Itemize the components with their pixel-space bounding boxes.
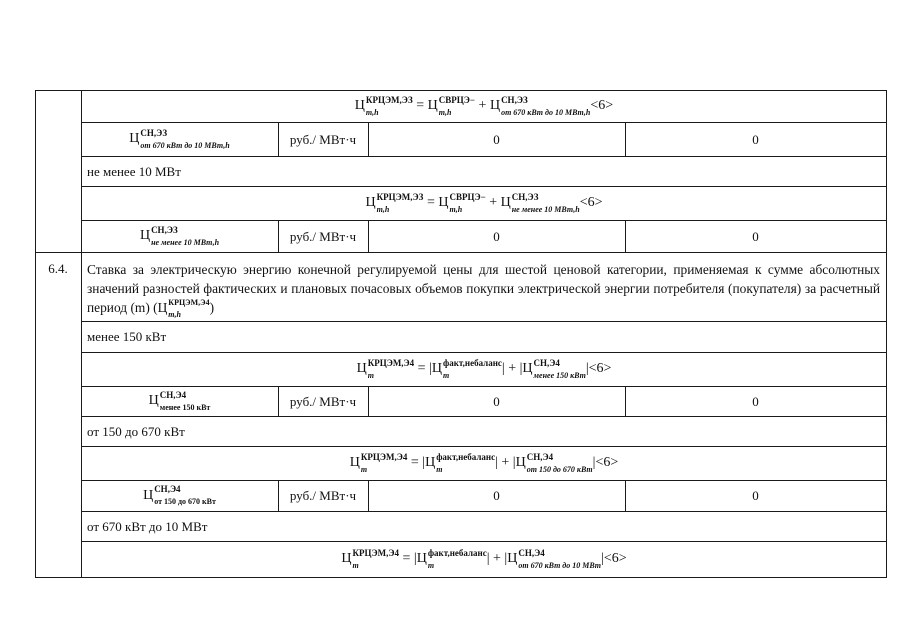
equals-sign: = (402, 551, 411, 566)
superscript: факт,небаланс (436, 451, 496, 462)
value-cell: 0 (752, 131, 759, 147)
unit-cell: руб./ МВт·ч (289, 131, 357, 147)
subscript: m,h (365, 107, 379, 117)
superscript: СН,Э4 (159, 389, 187, 400)
footnote-ref: <6> (579, 195, 603, 210)
subscript: от 670 кВт до 10 МВт,h (140, 140, 230, 150)
formula-symbol: Ц (427, 98, 438, 113)
superscript: КРЦЭМ,Э4 (352, 547, 399, 558)
tariff-symbol-cell (81, 386, 278, 416)
row-divider (35, 252, 887, 253)
formula-symbol: |Ц (422, 455, 436, 470)
value-cell: 0 (493, 393, 500, 409)
subscript: m (367, 370, 374, 380)
subscript: менее 150 кВт (533, 370, 586, 380)
footnote-ref: |<6> (601, 551, 627, 566)
tariff-symbol-cell (81, 220, 278, 252)
value-cell: 0 (752, 228, 759, 244)
tariff-symbol-cell (81, 480, 278, 511)
value-cell: 0 (493, 131, 500, 147)
superscript: СН,ЭЗ (511, 191, 539, 202)
equals-sign: = (410, 455, 419, 470)
formula-symbol: Ц (500, 195, 511, 210)
group-heading: от 150 до 670 кВт (87, 423, 185, 439)
table-bottom-border (35, 577, 887, 578)
formula-symbol: Ц (139, 228, 151, 243)
formula-symbol: Ц (489, 98, 501, 113)
formula-symbol: Ц (507, 551, 518, 566)
plus-sign: | + | (486, 551, 508, 566)
formula-symbol: Ц (515, 455, 526, 470)
subscript: m,h (438, 107, 452, 117)
formula-symbol: Ц (157, 300, 168, 315)
plus-sign: | + | (501, 361, 523, 376)
section-number: 6.4. (48, 261, 68, 276)
superscript: СН,ЭЗ (140, 127, 168, 138)
formula-e4-670-10 (81, 541, 887, 577)
description-text: Ставка за электрическую энергию конечной регулируемой цены для шестой ценовой категории, применяемая к сумме абсолютных значений разностей фактических и плановых почасовых объемов покупки электрической энергии потребителя (покупателя) за расчетный период (m) ( (87, 262, 880, 315)
superscript: КРЦЭМ,ЭЗ (365, 94, 413, 105)
subscript: m (352, 560, 359, 570)
table-left-border (35, 90, 36, 578)
formula-symbol: Ц (438, 195, 449, 210)
subscript: m,h (376, 204, 390, 214)
formula-e4-150 (81, 352, 887, 386)
value-cell: 0 (493, 488, 500, 503)
subscript: m (436, 464, 443, 474)
superscript: СН,Э4 (526, 451, 554, 462)
plus-sign: | + | (495, 455, 516, 470)
subscript: не менее 10 МВт,h (151, 237, 220, 247)
subscript: менее 150 кВт (159, 402, 211, 412)
tariff-symbol-cell (81, 122, 278, 156)
subscript: от 670 кВт до 10 МВт,h (501, 107, 591, 117)
formula-ez-670-10 (81, 90, 887, 122)
formula-symbol: Ц (354, 98, 365, 113)
formula-ez-10mw (81, 186, 887, 220)
superscript: СН,ЭЗ (501, 94, 528, 105)
formula-symbol: Ц (522, 361, 533, 376)
formula-symbol: Ц (143, 487, 154, 503)
formula-symbol: |Ц (429, 361, 442, 376)
formula-symbol: Ц (365, 195, 376, 210)
subscript: от 150 до 670 кВт (154, 497, 216, 506)
formula-symbol: |Ц (413, 551, 427, 566)
value-cell: 0 (752, 393, 759, 409)
formula-symbol: Ц (129, 131, 140, 146)
section-description (87, 260, 880, 317)
formula-symbol: Ц (148, 393, 159, 408)
superscript: КРЦЭМ,ЭЗ (376, 191, 424, 202)
equals-sign: = (417, 361, 426, 376)
superscript: СН,Э4 (533, 357, 560, 368)
subscript: m,h (449, 204, 463, 214)
footnote-ref: <6> (590, 98, 614, 113)
unit-cell: руб./ МВт·ч (289, 228, 357, 244)
plus-sign: + (489, 195, 498, 210)
group-heading: не менее 10 МВт (87, 163, 181, 179)
superscript: СН,Э4 (518, 547, 545, 558)
formula-symbol: Ц (356, 361, 367, 376)
superscript: СН,ЭЗ (151, 224, 178, 235)
superscript: СВРЦЭ− (449, 191, 486, 202)
footnote-ref: |<6> (592, 455, 619, 470)
superscript: СН,Э4 (154, 484, 181, 494)
formula-symbol: Ц (341, 551, 352, 566)
subscript: m,h (168, 309, 181, 319)
subscript: от 670 кВт до 10 МВт (518, 560, 602, 570)
value-cell: 0 (493, 228, 500, 244)
unit-cell: руб./ МВт·ч (289, 488, 357, 503)
plus-sign: + (478, 98, 487, 113)
superscript: КРЦЭМ,Э4 (360, 451, 408, 462)
subscript: m (427, 560, 435, 570)
equals-sign: = (416, 98, 425, 113)
subscript: от 150 до 670 кВт (526, 464, 593, 474)
subscript: m (360, 464, 368, 474)
footnote-ref: |<6> (585, 361, 612, 376)
subscript: не менее 10 МВт,h (511, 204, 580, 214)
group-heading: менее 150 кВт (87, 329, 167, 344)
tariff-table (35, 90, 887, 578)
superscript: КРЦЭМ,Э4 (367, 357, 415, 368)
equals-sign: = (426, 195, 435, 210)
formula-symbol: Ц (349, 455, 360, 470)
superscript: факт,небаланс (427, 547, 487, 558)
group-heading: от 670 кВт до 10 МВт (87, 518, 208, 534)
superscript: факт,небаланс (443, 357, 502, 368)
description-text: ) (209, 300, 215, 315)
subscript: m (443, 370, 450, 380)
formula-e4-150-670 (81, 446, 887, 480)
unit-cell: руб./ МВт·ч (289, 393, 357, 409)
value-cell: 0 (752, 488, 759, 503)
superscript: СВРЦЭ− (438, 94, 476, 105)
superscript: КРЦЭМ,Э4 (168, 297, 210, 307)
